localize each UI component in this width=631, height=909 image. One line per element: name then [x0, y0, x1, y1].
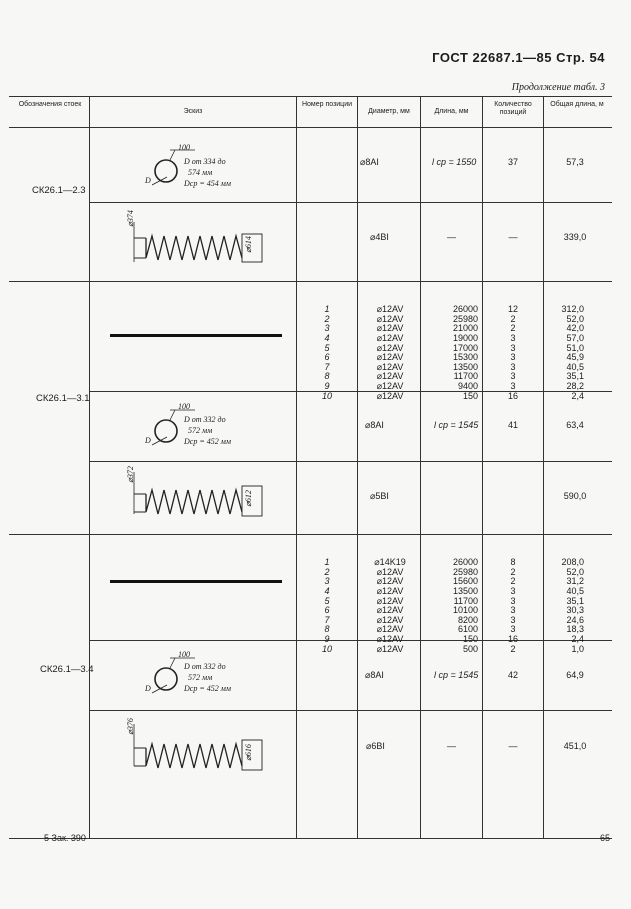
- bar-sketch: [110, 334, 282, 337]
- diameter-value: ⌀8AI: [365, 670, 384, 680]
- length-value: —: [447, 741, 456, 751]
- length-list: 26000 25980 15600 13500 11700 10100 8200 6100 150 500: [452, 557, 478, 654]
- column-header-sketch: Эскиз: [183, 108, 203, 115]
- page-title: ГОСТ 22687.1—85 Стр. 54: [432, 50, 605, 65]
- diameter-value: ⌀8AI: [365, 420, 384, 430]
- total-length-value: 339,0: [563, 232, 587, 242]
- length-value: l ср = 1545: [434, 420, 479, 430]
- ring-d-label: D: [145, 684, 151, 693]
- diameter-value: ⌀6BI: [366, 741, 385, 751]
- ring-mean-diameter: Dср = 452 мм: [184, 437, 231, 446]
- ring-d-label: D: [145, 436, 151, 445]
- ring-diameter-range: D от 334 до: [184, 157, 226, 166]
- spiral-right-dimension: ⌀616: [243, 744, 253, 761]
- position-list: 1 2 3 4 5 6 7 8 9 10: [321, 557, 332, 654]
- spiral-left-dimension: ⌀372: [125, 466, 135, 483]
- total-length-list: 312,0 52,0 42,0 57,0 51,0 45,9 40,5 35,1 28,2 2,4: [561, 304, 584, 401]
- count-value: 41: [507, 420, 518, 430]
- print-order-note: 5 Зак. 390: [44, 833, 86, 843]
- ring-mean-diameter: Dср = 452 мм: [184, 684, 231, 693]
- spiral-left-dimension: ⌀376: [125, 718, 135, 735]
- count-value: —: [508, 741, 518, 751]
- ring-diameter-range: D от 332 до: [184, 662, 226, 671]
- diameter-value: ⌀5BI: [370, 491, 389, 501]
- total-length-value: 57,3: [566, 157, 584, 167]
- diameter-value: ⌀4BI: [370, 232, 389, 242]
- ring-diameter-range-end: 572 мм: [188, 673, 213, 682]
- total-length-value: 64,9: [566, 670, 584, 680]
- ring-mean-diameter: Dср = 454 мм: [184, 179, 231, 188]
- diameter-list: ⌀12AV ⌀12AV ⌀12AV ⌀12AV ⌀12AV ⌀12AV ⌀12AV ⌀12AV ⌀12AV ⌀12AV: [376, 304, 404, 401]
- ring-top-dimension: 100: [178, 402, 190, 411]
- total-length-value: 590,0: [563, 491, 587, 501]
- column-header-position: Номер позиции: [301, 101, 353, 108]
- ring-diameter-range-end: 574 мм: [188, 168, 213, 177]
- spiral-right-dimension: ⌀612: [243, 490, 253, 507]
- diameter-value: ⌀8AI: [360, 157, 379, 167]
- ring-d-label: D: [145, 176, 151, 185]
- length-value: l ср = 1550: [432, 157, 477, 167]
- ring-diameter-range-end: 572 мм: [188, 426, 213, 435]
- spiral-left-dimension: ⌀374: [125, 210, 135, 227]
- bar-sketch: [110, 580, 282, 583]
- total-length-value: 451,0: [563, 741, 587, 751]
- total-length-value: 63,4: [566, 420, 584, 430]
- count-value: 37: [507, 157, 518, 167]
- table-continuation-note: Продолжение табл. 3: [511, 82, 605, 93]
- column-header-count: Количество позиций: [494, 101, 532, 116]
- ring-top-dimension: 100: [178, 650, 190, 659]
- ring-top-dimension: 100: [178, 143, 190, 152]
- column-header-designation: Обозначения стоек: [18, 101, 82, 108]
- length-value: —: [447, 232, 456, 242]
- total-length-list: 208,0 52,0 31,2 40,5 35,1 30,3 24,6 18,3 2,4 1,0: [561, 557, 584, 654]
- stand-code: СК26.1—2.3: [32, 185, 86, 196]
- length-value: l ср = 1545: [434, 670, 479, 680]
- count-list: 8 2 2 3 3 3 3 3 16 2: [507, 557, 518, 654]
- column-header-diameter: Диаметр, мм: [368, 108, 410, 115]
- spiral-right-dimension: ⌀614: [243, 236, 253, 253]
- count-value: —: [508, 232, 518, 242]
- length-list: 26000 25980 21000 19000 17000 15300 13500 11700 9400 150: [452, 304, 478, 401]
- column-header-total-length: Общая длина, м: [550, 101, 604, 108]
- column-header-length: Длина, мм: [434, 108, 469, 115]
- count-list: 12 2 2 3 3 3 3 3 3 16: [507, 304, 518, 401]
- stand-code: СК26.1—3.4: [40, 664, 94, 675]
- position-list: 1 2 3 4 5 6 7 8 9 10: [321, 304, 332, 401]
- stand-code: СК26.1—3.1: [36, 393, 90, 404]
- diameter-list: ⌀14K19 ⌀12AV ⌀12AV ⌀12AV ⌀12AV ⌀12AV ⌀12AV ⌀12AV ⌀12AV ⌀12AV: [374, 557, 406, 654]
- page-number: 65: [600, 833, 611, 843]
- ring-diameter-range: D от 332 до: [184, 415, 226, 424]
- count-value: 42: [507, 670, 518, 680]
